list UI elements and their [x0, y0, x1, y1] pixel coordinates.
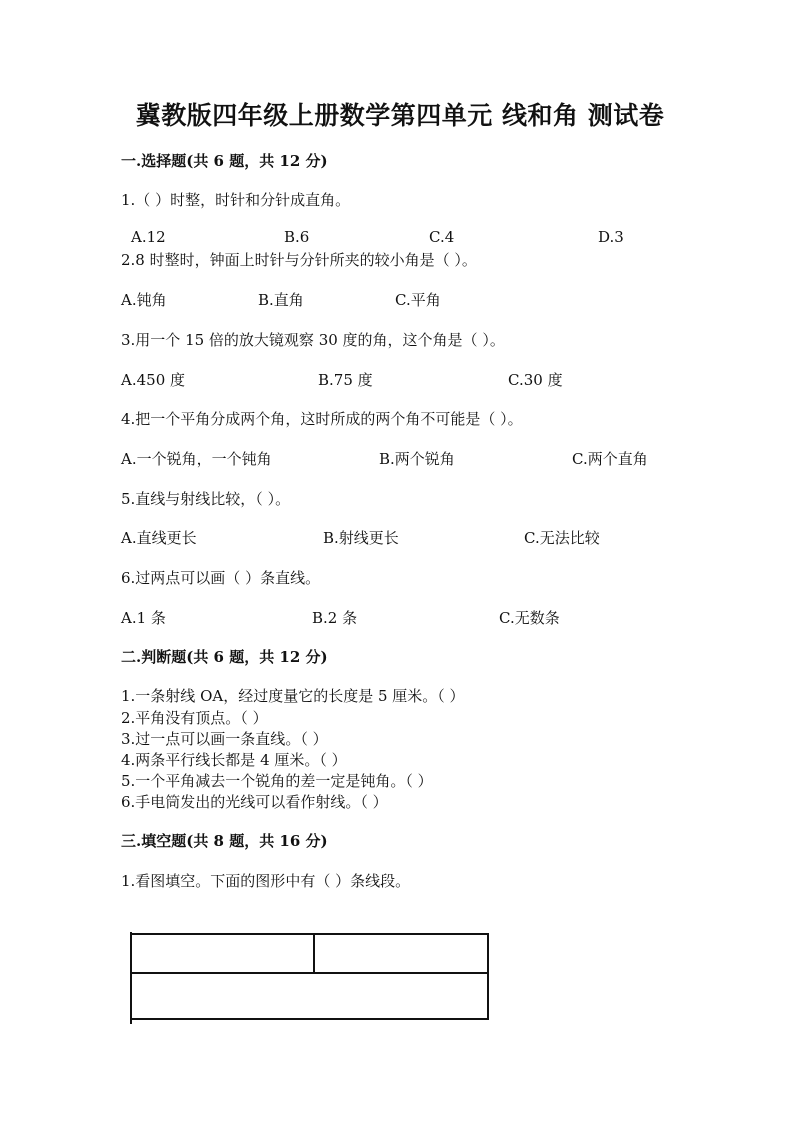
q6-option-a: A.1 条: [121, 609, 166, 627]
q5-option-b: B.射线更长: [323, 529, 399, 547]
section-header-choice: 一.选择题(共 6 题，共 12 分): [121, 152, 328, 170]
q4-option-a: A.一个锐角，一个钝角: [121, 450, 272, 468]
q5-option-c: C.无法比较: [524, 529, 600, 547]
section-header-fill: 三.填空题(共 8 题，共 16 分): [121, 832, 328, 850]
q2-option-b: B.直角: [258, 291, 304, 309]
q2-option-a: A.钝角: [121, 291, 167, 309]
question-1: 1.（ ）时整，时针和分针成直角。: [121, 191, 351, 209]
judge-item-1: 1.一条射线 OA，经过度量它的长度是 5 厘米。（ ）: [121, 687, 465, 705]
judge-item-3: 3.过一点可以画一条直线。（ ）: [121, 730, 328, 748]
judge-item-5: 5.一个平角减去一个锐角的差一定是钝角。（ ）: [121, 772, 433, 790]
judge-item-2: 2.平角没有顶点。（ ）: [121, 709, 268, 727]
q1-option-d: D.3: [598, 228, 624, 246]
q5-option-a: A.直线更长: [121, 529, 197, 547]
q1-option-a: A.12: [131, 228, 166, 246]
q4-option-b: B.两个锐角: [379, 450, 455, 468]
q6-option-c: C.无数条: [499, 609, 560, 627]
q3-option-c: C.30 度: [508, 371, 563, 389]
q1-option-c: C.4: [429, 228, 455, 246]
q3-option-a: A.450 度: [121, 371, 185, 389]
line-segment-figure: [128, 930, 494, 1026]
judge-item-6: 6.手电筒发出的光线可以看作射线。（ ）: [121, 793, 388, 811]
q6-option-b: B.2 条: [312, 609, 358, 627]
fill-item-1: 1.看图填空。下面的图形中有（ ）条线段。: [121, 872, 411, 890]
page-title: 冀教版四年级上册数学第四单元 线和角 测试卷: [135, 101, 665, 130]
judge-item-4: 4.两条平行线长都是 4 厘米。（ ）: [121, 751, 347, 769]
q2-option-c: C.平角: [395, 291, 441, 309]
question-2: 2.8 时整时，钟面上时针与分针所夹的较小角是（ ）。: [121, 251, 477, 269]
question-6: 6.过两点可以画（ ）条直线。: [121, 569, 321, 587]
question-3: 3.用一个 15 倍的放大镜观察 30 度的角，这个角是（ ）。: [121, 331, 505, 349]
q4-option-c: C.两个直角: [572, 450, 648, 468]
q3-option-b: B.75 度: [318, 371, 373, 389]
q1-option-b: B.6: [284, 228, 310, 246]
section-header-judge: 二.判断题(共 6 题，共 12 分): [121, 648, 328, 666]
question-5: 5.直线与射线比较，（ ）。: [121, 490, 291, 508]
question-4: 4.把一个平角分成两个角，这时所成的两个角不可能是（ ）。: [121, 410, 523, 428]
